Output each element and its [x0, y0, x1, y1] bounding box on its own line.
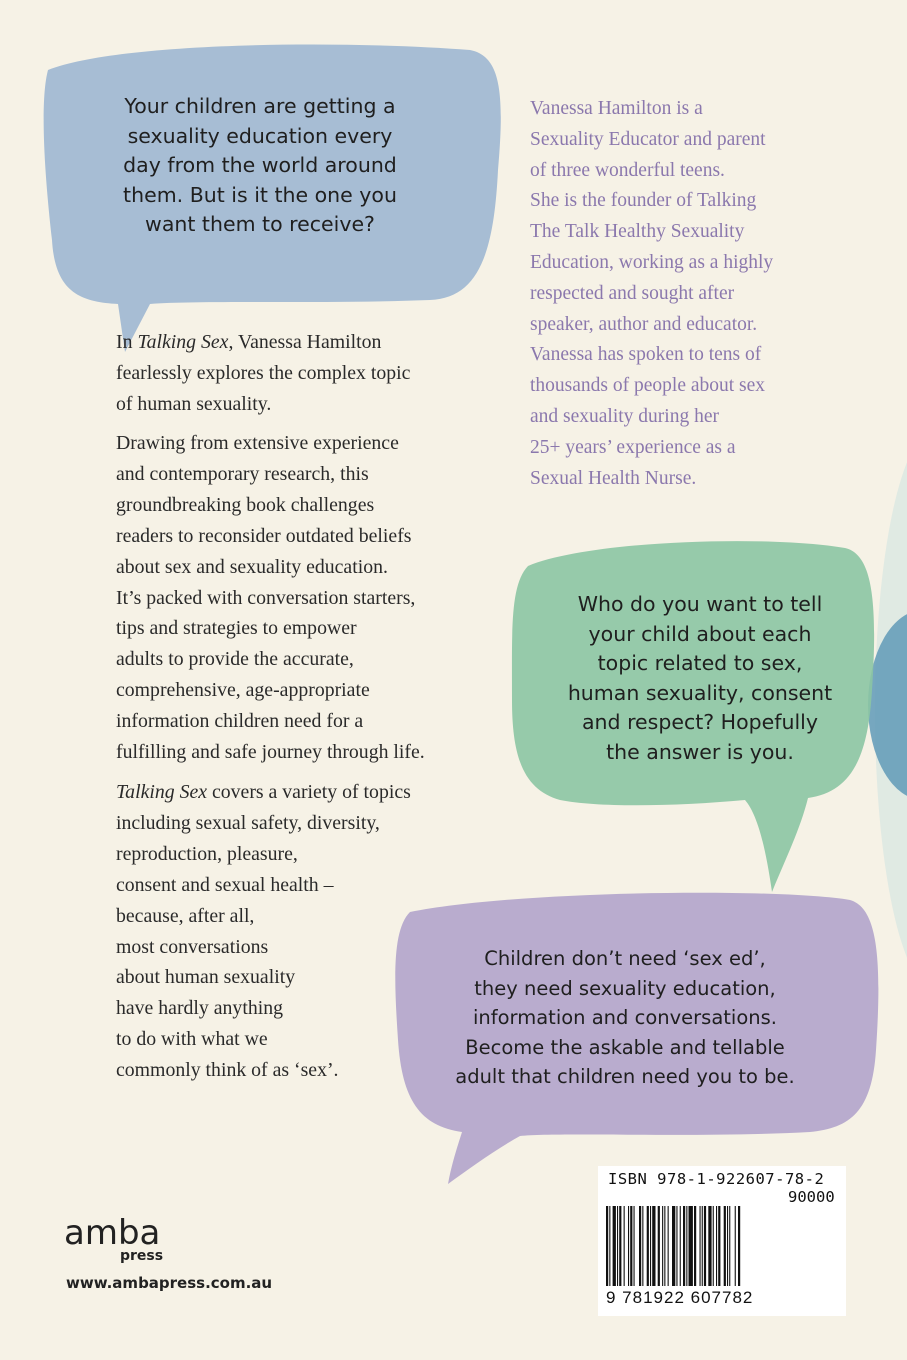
barcode-bar [617, 1206, 618, 1286]
bio-line: respected and sought after [530, 282, 735, 304]
quote-line: them. But is it the one you [123, 182, 397, 207]
blurb-line: of human sexuality. [116, 392, 272, 415]
barcode-bar [652, 1206, 655, 1286]
bio-line: Sexuality Educator and parent [530, 128, 766, 150]
quote-line: sexuality education every [127, 123, 393, 148]
blurb-line: including sexual safety, diversity, [116, 811, 380, 834]
blurb-line: fearlessly explores the complex topic [116, 361, 411, 384]
blurb-line: to do with what we [116, 1028, 268, 1051]
publisher-url[interactable]: www.ambapress.com.au [66, 1274, 273, 1292]
amba-press-logo [62, 1210, 182, 1270]
barcode-bar [689, 1206, 693, 1286]
barcode-bar [613, 1206, 616, 1286]
barcode-bar [700, 1206, 701, 1286]
blurb-line: reproduction, pleasure, [116, 842, 298, 865]
blurb-line: consent and sexual health – [116, 873, 334, 896]
blurb-line: have hardly anything [116, 997, 283, 1020]
barcode-bar [680, 1206, 681, 1286]
barcode-bar [609, 1206, 610, 1286]
barcode-bar [716, 1206, 717, 1286]
price-code: 90000 [788, 1188, 835, 1206]
blurb-line: It’s packed with conversation starters, [116, 586, 416, 609]
quote-line: Your children are getting a [124, 94, 396, 118]
author-bio [530, 94, 860, 494]
blurb-line [116, 777, 496, 808]
bio-line: thousands of people about sex [530, 375, 766, 397]
logo-subtext: press [120, 1248, 164, 1264]
barcode-digits: 9 781922 607782 [606, 1288, 754, 1307]
quote-line: the answer is you. [606, 739, 794, 764]
quote-line: day from the world around [123, 153, 397, 177]
blurb-text: , Vanessa Hamilton [228, 331, 382, 353]
barcode-bar [713, 1206, 714, 1286]
blue-bubble-quote [80, 92, 440, 240]
quote-line: adult that children need you to be. [455, 1065, 795, 1088]
bio-line: She is the founder of Talking [530, 190, 757, 212]
quote-line: topic related to sex, [597, 651, 803, 675]
blurb-line: because, after all, [116, 904, 255, 927]
barcode-bar [628, 1206, 629, 1286]
barcode-bar [639, 1206, 641, 1286]
quote-line: want them to receive? [145, 212, 375, 236]
barcode-bar [702, 1206, 703, 1286]
barcode-bar [694, 1206, 696, 1286]
book-title: Talking Sex [137, 331, 229, 353]
quote-line: they need sexuality education, [474, 976, 776, 1000]
barcode-bar [727, 1206, 728, 1286]
barcode-bar [686, 1206, 687, 1286]
isbn-barcode [598, 1166, 846, 1316]
blurb-line: most conversations [116, 935, 269, 958]
barcode-bar [630, 1206, 632, 1286]
blurb-line: about human sexuality [116, 966, 296, 989]
quote-line: your child about each [588, 621, 812, 646]
barcode-bar [662, 1206, 663, 1286]
barcode-bar [642, 1206, 643, 1286]
barcode-bar [729, 1206, 730, 1286]
blurb-line: information children need for a [116, 710, 364, 733]
barcode-bar [606, 1206, 608, 1286]
barcode-bar [718, 1206, 720, 1286]
quote-line: Become the askable and tellable [465, 1035, 785, 1059]
barcode-bar [708, 1206, 711, 1286]
blurb-line: about sex and sexuality education. [116, 555, 388, 578]
quote-line: Who do you want to tell [577, 592, 823, 616]
blurb-paragraph-1 [116, 327, 496, 420]
barcode-bar [668, 1206, 669, 1286]
bio-line: Education, working as a highly [530, 251, 774, 273]
barcode-bar [619, 1206, 621, 1286]
quote-line: Children don’t need ‘sex ed’, [484, 947, 766, 970]
blurb-line: fulfilling and safe journey through life. [116, 741, 425, 764]
blurb-line [116, 327, 496, 358]
green-bubble-quote [540, 590, 860, 767]
barcode-bar [658, 1206, 660, 1286]
bio-line: Vanessa Hamilton is a [530, 98, 703, 119]
quote-line: human sexuality, consent [567, 680, 833, 705]
barcode-bar [676, 1206, 677, 1286]
bio-line: of three wonderful teens. [530, 159, 725, 181]
blurb-line: readers to reconsider outdated beliefs [116, 524, 412, 547]
barcode-bar [664, 1206, 665, 1286]
blurb-line: comprehensive, age-appropriate [116, 679, 370, 702]
barcode-bar [650, 1206, 651, 1286]
barcode-bar [724, 1206, 726, 1286]
isbn-label: ISBN 978-1-922607-78-2 [608, 1170, 825, 1188]
barcode-bar [647, 1206, 649, 1286]
blurb-text: covers a variety of topics [207, 781, 411, 803]
bio-line: 25+ years’ experience as a [530, 436, 736, 458]
bio-line: Vanessa has spoken to tens of [530, 344, 762, 366]
bio-line: speaker, author and educator. [530, 313, 758, 335]
blurb-paragraph-2 [116, 428, 496, 768]
bio-line: Sexual Health Nurse. [530, 467, 697, 489]
barcode-bar [735, 1206, 736, 1286]
barcode-bar [634, 1206, 635, 1286]
blurb-line: Drawing from extensive experience [116, 432, 399, 454]
book-title: Talking Sex [116, 781, 208, 803]
barcode-bar [683, 1206, 685, 1286]
barcode-bars [606, 1206, 838, 1290]
blurb-line: tips and strategies to empower [116, 617, 357, 640]
bio-line: The Talk Healthy Sexuality [530, 221, 745, 243]
blurb-line: adults to provide the accurate, [116, 648, 354, 671]
barcode-bar [672, 1206, 675, 1286]
blurb-paragraph-3 [116, 777, 496, 1086]
barcode-bar [704, 1206, 706, 1286]
blurb-text: In [116, 331, 138, 353]
logo-wordmark: amba [64, 1213, 161, 1253]
bio-line: and sexuality during her [530, 405, 719, 427]
quote-line: information and conversations. [472, 1006, 777, 1029]
blurb-line: commonly think of as ‘sex’. [116, 1059, 339, 1082]
barcode-bar [738, 1206, 740, 1286]
blurb-line: and contemporary research, this [116, 462, 369, 485]
barcode-bar [624, 1206, 625, 1286]
quote-line: and respect? Hopefully [581, 710, 818, 734]
blurb-line: groundbreaking book challenges [116, 493, 375, 516]
